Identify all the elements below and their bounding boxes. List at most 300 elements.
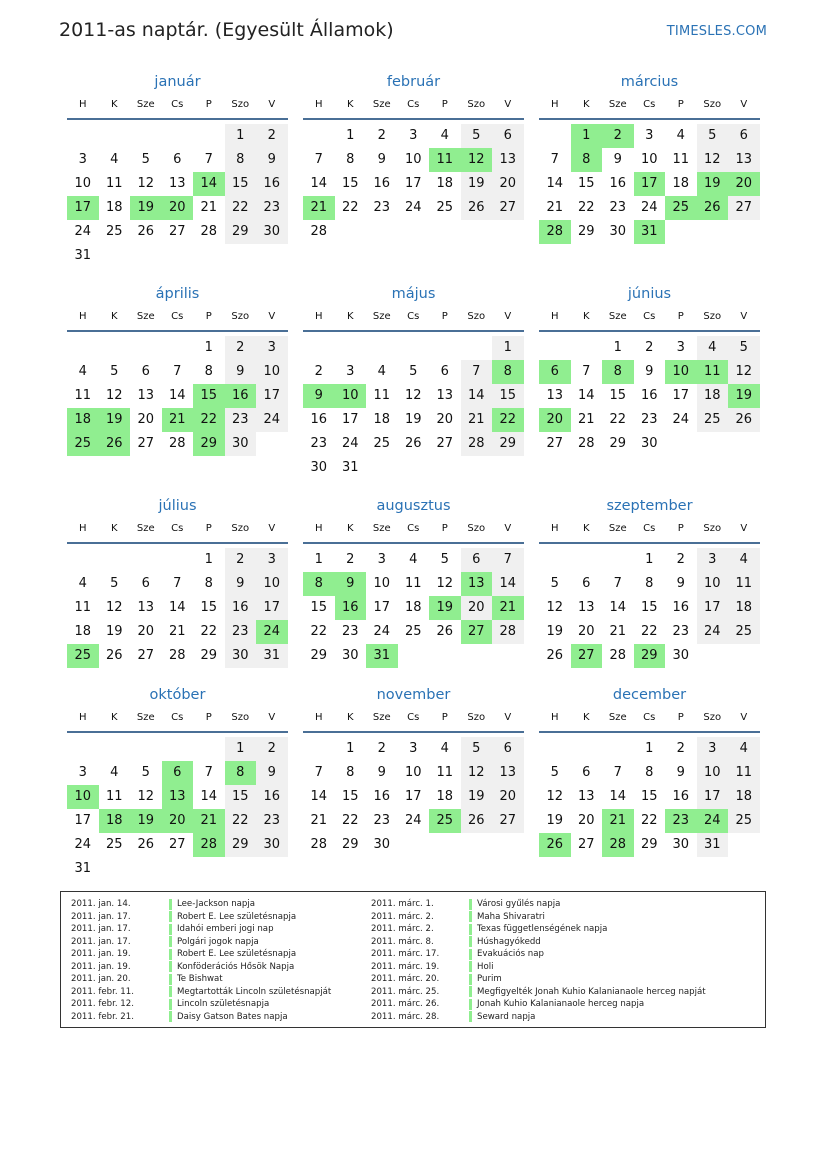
weekend-day-cell: 18 bbox=[728, 785, 760, 809]
holiday-color-marker bbox=[169, 924, 172, 935]
week-row bbox=[67, 220, 288, 244]
weekend-day-cell: 15 bbox=[492, 384, 524, 408]
day-cell: 2 bbox=[676, 741, 685, 756]
legend-row bbox=[371, 923, 706, 936]
weekday-label: Cs bbox=[171, 712, 184, 723]
month-days bbox=[67, 548, 288, 668]
holiday-day-cell: 21 bbox=[193, 809, 225, 833]
weekend-day-cell: 7 bbox=[461, 360, 493, 384]
empty-cell bbox=[225, 244, 257, 268]
week-row bbox=[539, 737, 760, 761]
weekend-day-cell: 9 bbox=[225, 360, 257, 384]
weekend-day-cell: 20 bbox=[461, 596, 493, 620]
day-cell: 3 bbox=[676, 340, 685, 355]
legend-holiday-name: Konföderációs Hősök Napja bbox=[177, 961, 295, 972]
legend-date: 2011. jan. 17. bbox=[71, 924, 131, 935]
week-row bbox=[67, 737, 288, 761]
holiday-day-cell: 20 bbox=[162, 196, 194, 220]
legend-row bbox=[371, 1011, 706, 1024]
weekday-label: Szo bbox=[467, 523, 486, 534]
day-cell: 7 bbox=[204, 152, 213, 167]
legend-holiday-name: Megfigyelték Jonah Kuhio Kalanianaole herceg napját bbox=[477, 986, 706, 997]
weekday-label: Szo bbox=[231, 99, 250, 110]
day-cell: 4 bbox=[110, 152, 119, 167]
holiday-color-marker bbox=[169, 899, 172, 910]
week-row bbox=[67, 172, 288, 196]
legend-holiday-name: Robert E. Lee születésnapja bbox=[177, 911, 297, 922]
day-cell: 1 bbox=[314, 552, 323, 567]
weekday-label: Szo bbox=[703, 712, 722, 723]
weekend-day-cell: 6 bbox=[492, 124, 524, 148]
month-name: május bbox=[391, 286, 436, 302]
day-cell: 12 bbox=[137, 789, 155, 804]
legend-row bbox=[71, 936, 331, 949]
weekday-label: P bbox=[441, 99, 448, 110]
legend-row bbox=[71, 1011, 331, 1024]
weekday-header bbox=[67, 92, 288, 120]
weekday-label: K bbox=[582, 523, 590, 534]
legend-date: 2011. márc. 19. bbox=[371, 961, 440, 972]
weekday-header bbox=[539, 516, 760, 544]
day-cell: 12 bbox=[436, 576, 454, 591]
day-cell: 8 bbox=[204, 576, 213, 591]
day-cell: 29 bbox=[341, 837, 359, 852]
empty-cell bbox=[67, 336, 99, 360]
day-cell: 7 bbox=[613, 576, 622, 591]
weekend-day-cell: 27 bbox=[728, 196, 760, 220]
holiday-day-cell: 22 bbox=[193, 408, 225, 432]
day-cell: 10 bbox=[74, 176, 92, 191]
day-cell: 5 bbox=[141, 765, 150, 780]
weekday-label: H bbox=[550, 523, 559, 534]
day-cell: 9 bbox=[377, 765, 386, 780]
weekday-label: P bbox=[205, 712, 212, 723]
weekday-label: Szo bbox=[703, 99, 722, 110]
weekend-day-cell: 25 bbox=[728, 809, 760, 833]
empty-cell bbox=[303, 124, 335, 148]
week-row bbox=[539, 408, 760, 432]
holiday-legend bbox=[60, 891, 766, 1028]
empty-cell bbox=[256, 244, 288, 268]
week-row bbox=[67, 857, 288, 881]
day-cell: 22 bbox=[640, 813, 658, 828]
weekday-label: Cs bbox=[407, 311, 420, 322]
day-cell: 20 bbox=[137, 412, 155, 427]
weekend-day-cell: 2 bbox=[225, 336, 257, 360]
holiday-day-cell: 20 bbox=[539, 408, 571, 432]
weekday-header bbox=[67, 304, 288, 332]
day-cell: 13 bbox=[577, 600, 595, 615]
day-cell: 13 bbox=[546, 388, 564, 403]
weekday-header bbox=[67, 705, 288, 733]
legend-holiday-name: Polgári jogok napja bbox=[177, 936, 259, 947]
weekend-day-cell: 23 bbox=[256, 196, 288, 220]
weekend-day-cell: 23 bbox=[256, 809, 288, 833]
empty-cell bbox=[461, 336, 493, 360]
day-cell: 1 bbox=[645, 552, 654, 567]
day-cell: 28 bbox=[168, 436, 186, 451]
day-cell: 25 bbox=[105, 837, 123, 852]
weekend-day-cell: 26 bbox=[461, 196, 493, 220]
legend-row bbox=[71, 898, 331, 911]
legend-row bbox=[371, 961, 706, 974]
holiday-day-cell: 8 bbox=[492, 360, 524, 384]
weekend-day-cell: 10 bbox=[697, 572, 729, 596]
week-row bbox=[67, 336, 288, 360]
holiday-color-marker bbox=[469, 924, 472, 935]
week-row bbox=[539, 432, 760, 456]
empty-cell bbox=[429, 336, 461, 360]
weekday-label: K bbox=[110, 523, 118, 534]
day-cell: 9 bbox=[645, 364, 654, 379]
weekday-label: Sze bbox=[608, 99, 627, 110]
weekday-label: Cs bbox=[171, 523, 184, 534]
empty-cell bbox=[303, 336, 335, 360]
legend-holiday-name: Evakuációs nap bbox=[477, 949, 544, 960]
empty-cell bbox=[429, 644, 461, 668]
day-cell: 11 bbox=[105, 789, 123, 804]
day-cell: 13 bbox=[137, 600, 155, 615]
weekday-label: H bbox=[78, 99, 87, 110]
day-cell: 15 bbox=[640, 789, 658, 804]
day-cell: 8 bbox=[645, 765, 654, 780]
day-cell: 23 bbox=[310, 436, 328, 451]
weekend-day-cell: 6 bbox=[492, 737, 524, 761]
holiday-day-cell: 1 bbox=[571, 124, 603, 148]
day-cell: 22 bbox=[341, 200, 359, 215]
day-cell: 26 bbox=[546, 648, 564, 663]
legend-column-right bbox=[371, 898, 706, 1023]
day-cell: 19 bbox=[105, 624, 123, 639]
day-cell: 31 bbox=[74, 248, 92, 263]
weekend-day-cell: 27 bbox=[492, 809, 524, 833]
weekday-label: K bbox=[346, 712, 354, 723]
holiday-day-cell: 18 bbox=[67, 408, 99, 432]
holiday-day-cell: 24 bbox=[256, 620, 288, 644]
weekend-day-cell: 11 bbox=[728, 572, 760, 596]
weekend-day-cell: 16 bbox=[225, 596, 257, 620]
weekday-label: V bbox=[268, 712, 276, 723]
empty-cell bbox=[67, 737, 99, 761]
holiday-color-marker bbox=[469, 899, 472, 910]
empty-cell bbox=[492, 833, 524, 857]
holiday-day-cell: 10 bbox=[335, 384, 367, 408]
weekday-label: Sze bbox=[136, 523, 155, 534]
weekday-label: V bbox=[740, 99, 748, 110]
weekend-day-cell: 4 bbox=[728, 737, 760, 761]
day-cell: 4 bbox=[78, 576, 87, 591]
month-name: február bbox=[386, 74, 441, 90]
day-cell: 2 bbox=[314, 364, 323, 379]
month-name: november bbox=[376, 687, 451, 703]
day-cell: 3 bbox=[78, 152, 87, 167]
day-cell: 27 bbox=[546, 436, 564, 451]
legend-date: 2011. márc. 8. bbox=[371, 936, 434, 947]
day-cell: 4 bbox=[440, 128, 449, 143]
day-cell: 18 bbox=[74, 624, 92, 639]
month-calendar bbox=[67, 72, 288, 268]
week-row bbox=[303, 833, 524, 857]
weekday-header bbox=[67, 516, 288, 544]
weekday-header bbox=[539, 705, 760, 733]
day-cell: 31 bbox=[341, 460, 359, 475]
empty-cell bbox=[461, 456, 493, 480]
week-row bbox=[539, 833, 760, 857]
empty-cell bbox=[602, 548, 634, 572]
day-cell: 8 bbox=[204, 364, 213, 379]
month-calendar bbox=[67, 685, 288, 881]
month-days bbox=[539, 548, 760, 668]
legend-row bbox=[371, 948, 706, 961]
weekday-label: V bbox=[268, 99, 276, 110]
weekend-day-cell: 3 bbox=[256, 336, 288, 360]
month-calendar bbox=[67, 496, 288, 668]
day-cell: 2 bbox=[346, 552, 355, 567]
weekday-label: Sze bbox=[372, 311, 391, 322]
site-link[interactable]: TIMESLES.COM bbox=[666, 24, 767, 39]
day-cell: 18 bbox=[672, 176, 690, 191]
legend-date: 2011. márc. 2. bbox=[371, 924, 434, 935]
week-row bbox=[67, 196, 288, 220]
weekday-label: V bbox=[504, 311, 512, 322]
day-cell: 7 bbox=[582, 364, 591, 379]
weekend-day-cell: 14 bbox=[461, 384, 493, 408]
week-row bbox=[67, 833, 288, 857]
holiday-day-cell: 29 bbox=[634, 644, 666, 668]
week-row bbox=[303, 220, 524, 244]
day-cell: 22 bbox=[200, 624, 218, 639]
day-cell: 10 bbox=[640, 152, 658, 167]
week-row bbox=[303, 148, 524, 172]
day-cell: 18 bbox=[373, 412, 391, 427]
week-row bbox=[539, 124, 760, 148]
legend-date: 2011. febr. 21. bbox=[71, 1011, 134, 1022]
day-cell: 12 bbox=[137, 176, 155, 191]
month-calendar bbox=[67, 284, 288, 456]
day-cell: 28 bbox=[200, 224, 218, 239]
holiday-day-cell: 25 bbox=[665, 196, 697, 220]
empty-cell bbox=[697, 644, 729, 668]
empty-cell bbox=[130, 737, 162, 761]
empty-cell bbox=[398, 220, 430, 244]
day-cell: 16 bbox=[373, 176, 391, 191]
week-row bbox=[67, 620, 288, 644]
weekday-label: H bbox=[314, 523, 323, 534]
holiday-day-cell: 19 bbox=[429, 596, 461, 620]
weekend-day-cell: 30 bbox=[225, 432, 257, 456]
day-cell: 8 bbox=[645, 576, 654, 591]
weekday-label: P bbox=[677, 523, 684, 534]
empty-cell bbox=[335, 220, 367, 244]
day-cell: 14 bbox=[310, 789, 328, 804]
empty-cell bbox=[303, 737, 335, 761]
day-cell: 15 bbox=[200, 600, 218, 615]
week-row bbox=[539, 761, 760, 785]
holiday-day-cell: 28 bbox=[539, 220, 571, 244]
week-row bbox=[303, 196, 524, 220]
day-cell: 16 bbox=[672, 789, 690, 804]
legend-row bbox=[71, 911, 331, 924]
day-cell: 24 bbox=[341, 436, 359, 451]
empty-cell bbox=[193, 857, 225, 881]
day-cell: 30 bbox=[341, 648, 359, 663]
day-cell: 20 bbox=[577, 813, 595, 828]
empty-cell bbox=[492, 644, 524, 668]
week-row bbox=[67, 384, 288, 408]
weekend-day-cell: 26 bbox=[728, 408, 760, 432]
day-cell: 27 bbox=[137, 436, 155, 451]
empty-cell bbox=[461, 833, 493, 857]
empty-cell bbox=[571, 336, 603, 360]
month-calendar bbox=[303, 284, 524, 480]
day-cell: 24 bbox=[74, 837, 92, 852]
holiday-day-cell: 25 bbox=[67, 432, 99, 456]
week-row bbox=[67, 596, 288, 620]
empty-cell bbox=[67, 548, 99, 572]
holiday-color-marker bbox=[469, 911, 472, 922]
empty-cell bbox=[193, 124, 225, 148]
weekend-day-cell: 20 bbox=[492, 785, 524, 809]
day-cell: 3 bbox=[346, 364, 355, 379]
month-name: július bbox=[158, 498, 197, 514]
weekend-day-cell: 15 bbox=[225, 172, 257, 196]
legend-holiday-name: Seward napja bbox=[477, 1011, 536, 1022]
weekday-label: Szo bbox=[467, 99, 486, 110]
holiday-day-cell: 28 bbox=[193, 833, 225, 857]
day-cell: 6 bbox=[173, 152, 182, 167]
weekday-header bbox=[303, 705, 524, 733]
holiday-color-marker bbox=[469, 949, 472, 960]
legend-holiday-name: Texas függetlenségének napja bbox=[477, 924, 608, 935]
empty-cell bbox=[697, 220, 729, 244]
weekday-label: P bbox=[205, 99, 212, 110]
holiday-day-cell: 10 bbox=[665, 360, 697, 384]
week-row bbox=[67, 148, 288, 172]
day-cell: 6 bbox=[582, 576, 591, 591]
empty-cell bbox=[99, 737, 131, 761]
legend-holiday-name: Lincoln születésnapja bbox=[177, 999, 270, 1010]
day-cell: 5 bbox=[141, 152, 150, 167]
day-cell: 10 bbox=[404, 152, 422, 167]
holiday-day-cell: 18 bbox=[99, 809, 131, 833]
week-row bbox=[303, 456, 524, 480]
day-cell: 13 bbox=[137, 388, 155, 403]
month-days bbox=[303, 737, 524, 857]
day-cell: 21 bbox=[577, 412, 595, 427]
weekday-label: V bbox=[504, 523, 512, 534]
weekday-label: K bbox=[346, 99, 354, 110]
day-cell: 27 bbox=[168, 224, 186, 239]
legend-date: 2011. febr. 12. bbox=[71, 999, 134, 1010]
day-cell: 23 bbox=[609, 200, 627, 215]
day-cell: 7 bbox=[314, 152, 323, 167]
holiday-day-cell: 15 bbox=[193, 384, 225, 408]
weekend-day-cell: 2 bbox=[256, 737, 288, 761]
month-name: szeptember bbox=[606, 498, 693, 514]
holiday-day-cell: 26 bbox=[99, 432, 131, 456]
legend-row bbox=[371, 911, 706, 924]
week-row bbox=[303, 761, 524, 785]
empty-cell bbox=[728, 220, 760, 244]
holiday-day-cell: 6 bbox=[162, 761, 194, 785]
holiday-color-marker bbox=[169, 1011, 172, 1022]
day-cell: 11 bbox=[373, 388, 391, 403]
holiday-day-cell: 31 bbox=[634, 220, 666, 244]
week-row bbox=[303, 809, 524, 833]
day-cell: 14 bbox=[609, 789, 627, 804]
week-row bbox=[303, 384, 524, 408]
weekday-label: V bbox=[268, 311, 276, 322]
day-cell: 11 bbox=[672, 152, 690, 167]
day-cell: 29 bbox=[640, 837, 658, 852]
day-cell: 17 bbox=[404, 176, 422, 191]
month-name: december bbox=[612, 687, 687, 703]
empty-cell bbox=[728, 432, 760, 456]
day-cell: 18 bbox=[404, 600, 422, 615]
holiday-day-cell: 23 bbox=[665, 809, 697, 833]
weekday-label: K bbox=[110, 712, 118, 723]
weekday-label: P bbox=[677, 712, 684, 723]
month-calendar bbox=[539, 72, 760, 244]
day-cell: 3 bbox=[409, 741, 418, 756]
legend-column-left bbox=[71, 898, 331, 1023]
day-cell: 24 bbox=[74, 224, 92, 239]
day-cell: 5 bbox=[110, 576, 119, 591]
weekday-label: Szo bbox=[231, 712, 250, 723]
day-cell: 6 bbox=[582, 765, 591, 780]
weekday-label: Szo bbox=[467, 712, 486, 723]
empty-cell bbox=[429, 833, 461, 857]
day-cell: 30 bbox=[373, 837, 391, 852]
week-row bbox=[539, 548, 760, 572]
weekend-day-cell: 29 bbox=[225, 220, 257, 244]
holiday-color-marker bbox=[169, 936, 172, 947]
holiday-day-cell: 8 bbox=[225, 761, 257, 785]
weekend-day-cell: 18 bbox=[728, 596, 760, 620]
week-row bbox=[303, 432, 524, 456]
weekday-label: Szo bbox=[703, 523, 722, 534]
day-cell: 1 bbox=[204, 552, 213, 567]
weekday-label: H bbox=[550, 712, 559, 723]
legend-row bbox=[371, 986, 706, 999]
legend-row bbox=[71, 998, 331, 1011]
day-cell: 24 bbox=[672, 412, 690, 427]
day-cell: 16 bbox=[310, 412, 328, 427]
day-cell: 7 bbox=[314, 765, 323, 780]
weekday-header bbox=[539, 304, 760, 332]
weekday-label: Sze bbox=[608, 311, 627, 322]
empty-cell bbox=[602, 737, 634, 761]
week-row bbox=[67, 785, 288, 809]
holiday-color-marker bbox=[469, 999, 472, 1010]
holiday-day-cell: 19 bbox=[728, 384, 760, 408]
legend-date: 2011. márc. 25. bbox=[371, 986, 440, 997]
month-name: augusztus bbox=[376, 498, 451, 514]
weekend-day-cell: 28 bbox=[492, 620, 524, 644]
day-cell: 14 bbox=[168, 388, 186, 403]
day-cell: 16 bbox=[609, 176, 627, 191]
holiday-day-cell: 31 bbox=[366, 644, 398, 668]
weekday-label: Cs bbox=[643, 311, 656, 322]
legend-holiday-name: Városi gyűlés napja bbox=[477, 899, 561, 910]
day-cell: 21 bbox=[310, 813, 328, 828]
day-cell: 12 bbox=[546, 789, 564, 804]
day-cell: 14 bbox=[168, 600, 186, 615]
holiday-day-cell: 26 bbox=[697, 196, 729, 220]
week-row bbox=[539, 336, 760, 360]
holiday-day-cell: 29 bbox=[193, 432, 225, 456]
weekday-label: Sze bbox=[136, 99, 155, 110]
